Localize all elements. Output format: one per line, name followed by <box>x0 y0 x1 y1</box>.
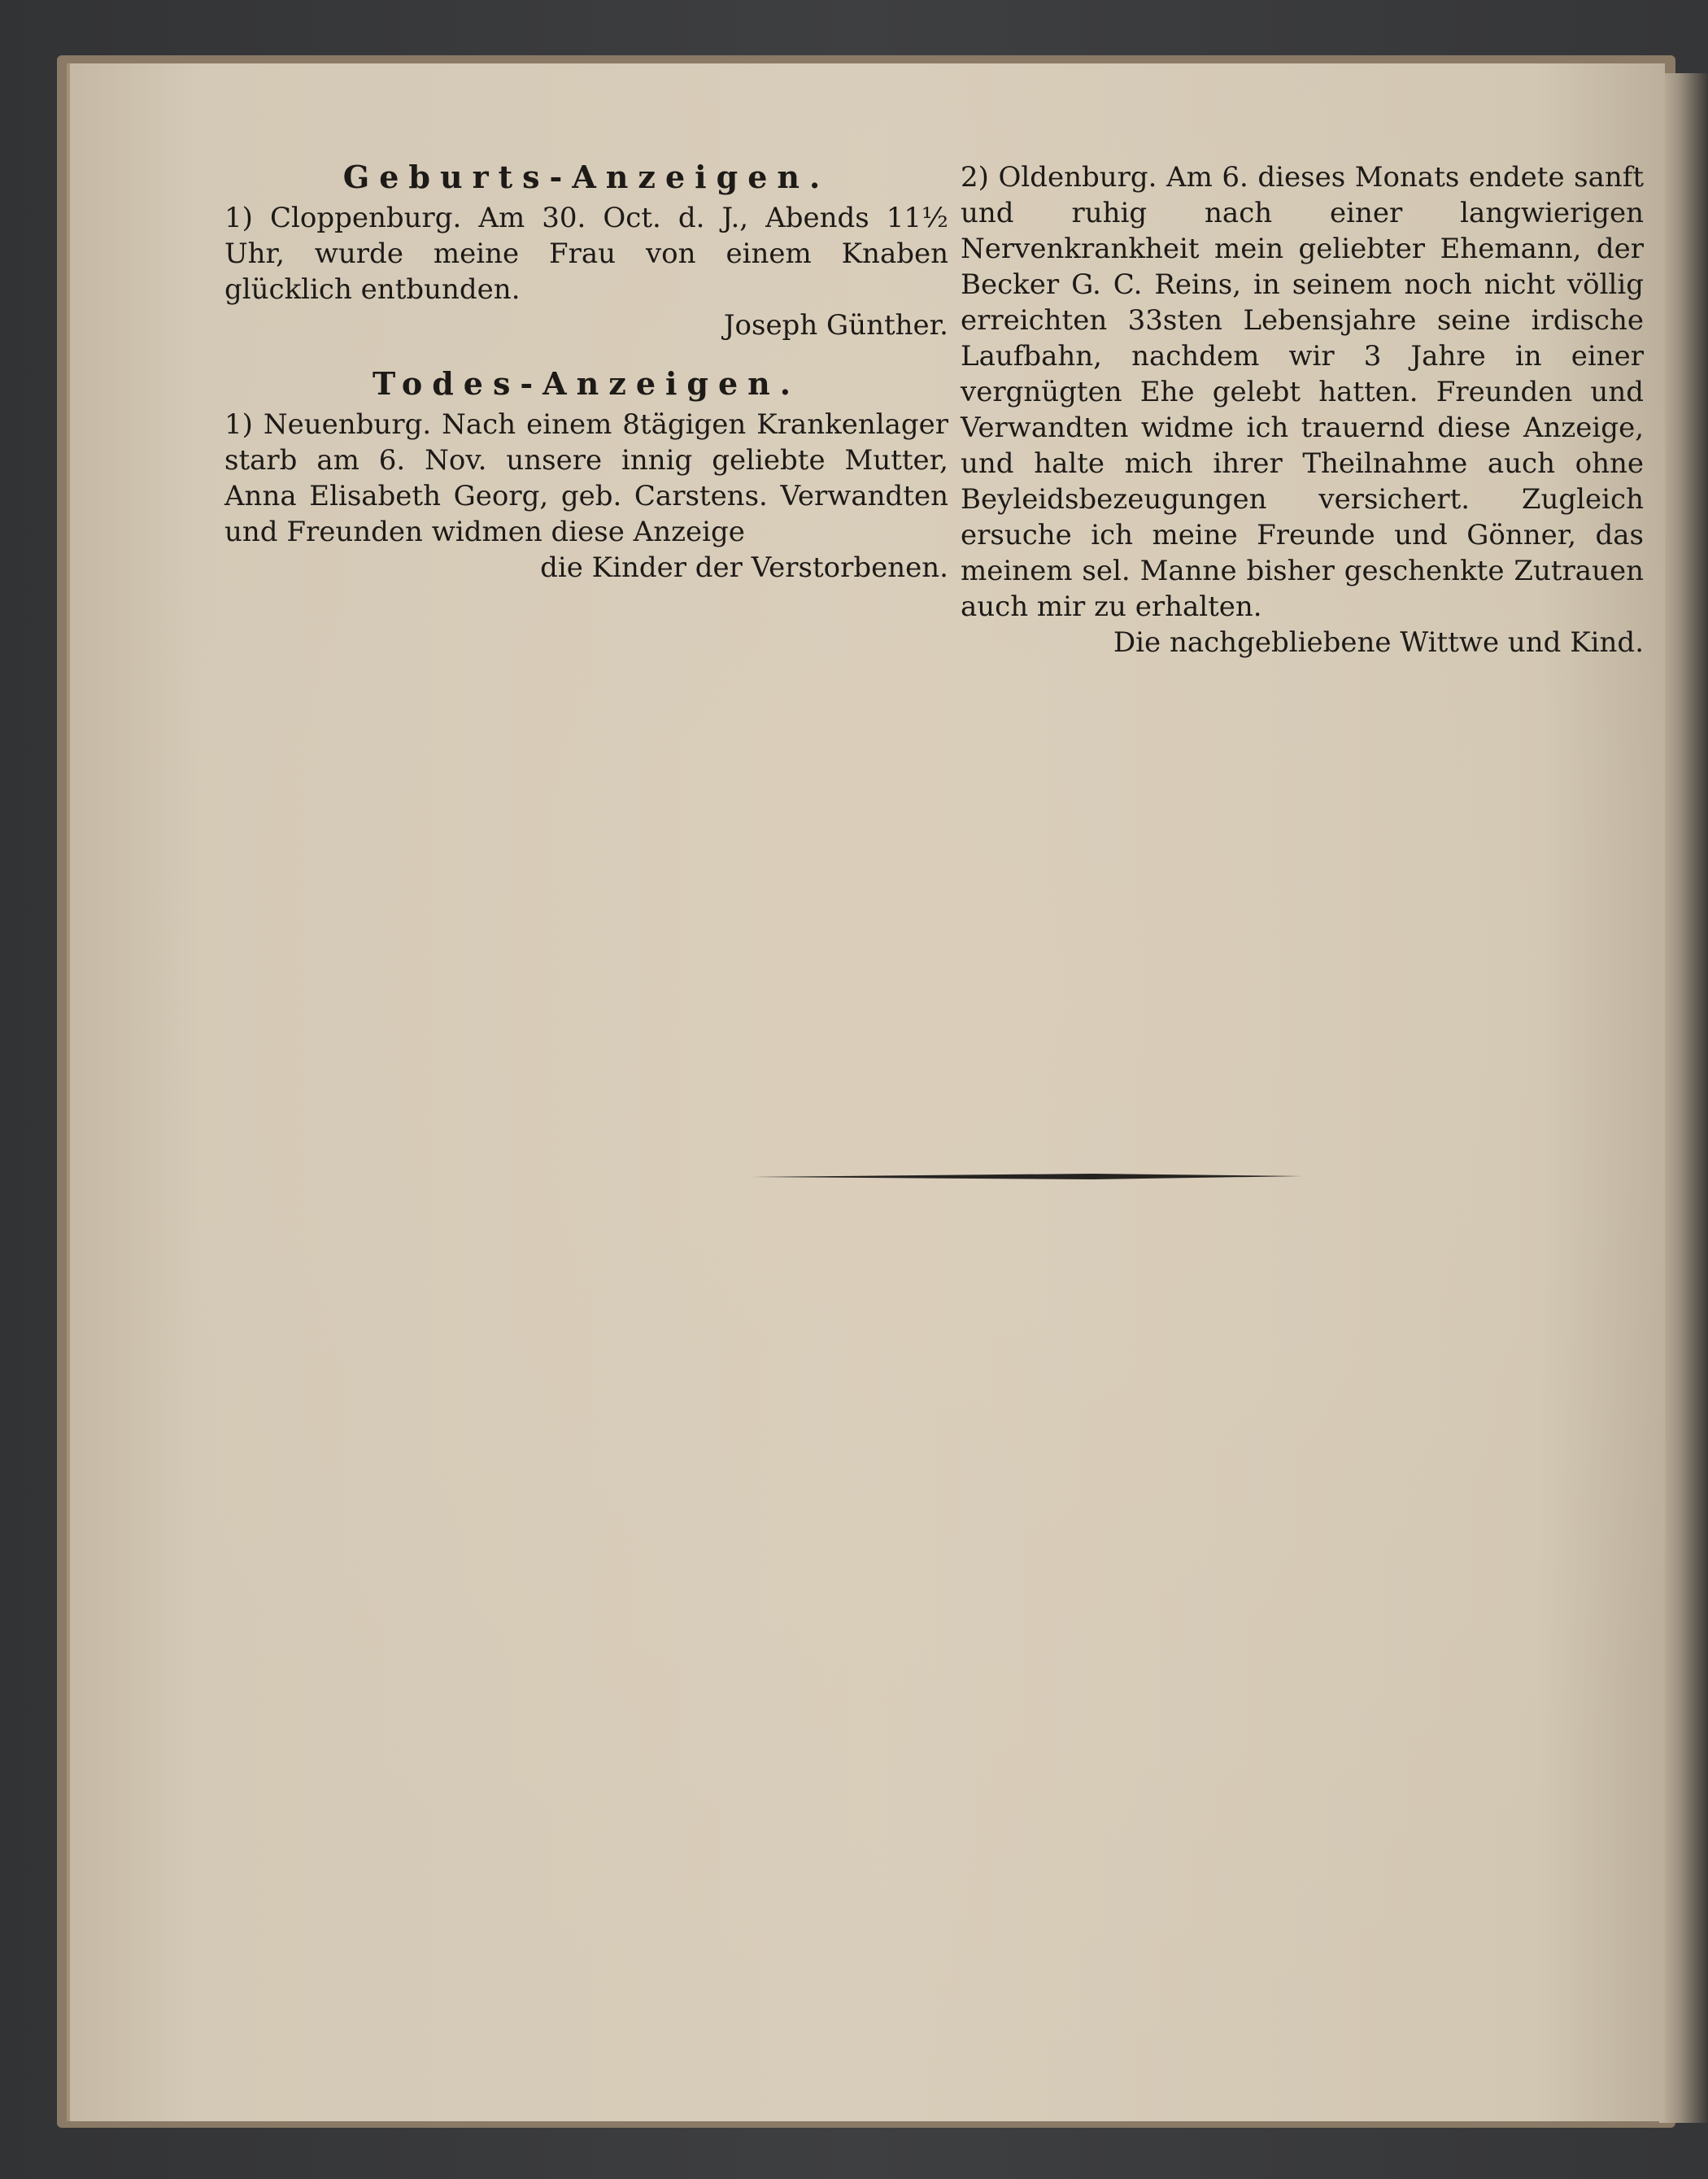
right-column <box>961 159 1644 660</box>
birth-announcements-heading: Geburts-Anzeigen. <box>342 159 830 195</box>
page-edge <box>1659 73 1708 2123</box>
birth-notice-signature: Joseph Günther. <box>723 309 948 342</box>
death-notice-oldenburg: 2) Oldenburg. Am 6. dieses Monats endete sanft und ruhig nach einer langwierigen Nervenkrankheit mein geliebter Ehemann, der Becker G. C. Reins, in seinem noch nicht völlig erreichten 33sten Lebensjahre seine irdische Laufbahn, nachdem wir 3 Jahre in einer vergnügten Ehe gelebt hatten. Freunden und Verwandten widme ich trauernd diese Anzeige, und halte mich ihrer Theilnahme auch ohne Beyleidsbezeugungen versichert. Zugleich ersuche ich meine Freunde und Gönner, das meinem sel. Manne bisher geschenkte Zutrauen auch mir zu erhalten. <box>961 161 1644 623</box>
death-announcements-heading: Todes-Anzeigen. <box>372 365 801 402</box>
death-notice-neuenburg-signature: die Kinder der Verstorbenen. <box>540 551 948 584</box>
newspaper-page <box>67 63 1665 2121</box>
birth-notice: 1) Cloppenburg. Am 30. Oct. d. J., Abends 11½ Uhr, wurde meine Frau von einem Knaben glücklich entbunden. <box>224 202 948 306</box>
left-column <box>224 159 948 586</box>
death-notice-neuenburg: 1) Neuenburg. Nach einem 8tägigen Krankenlager starb am 6. Nov. unsere innig geliebte Mutter, Anna Elisabeth Georg, geb. Carstens. Verwandten und Freunden widmen diese Anzeige <box>224 408 948 548</box>
section-divider-rule <box>751 1174 1302 1179</box>
death-notice-oldenburg-signature: Die nachgebliebene Wittwe und Kind. <box>1113 626 1644 659</box>
